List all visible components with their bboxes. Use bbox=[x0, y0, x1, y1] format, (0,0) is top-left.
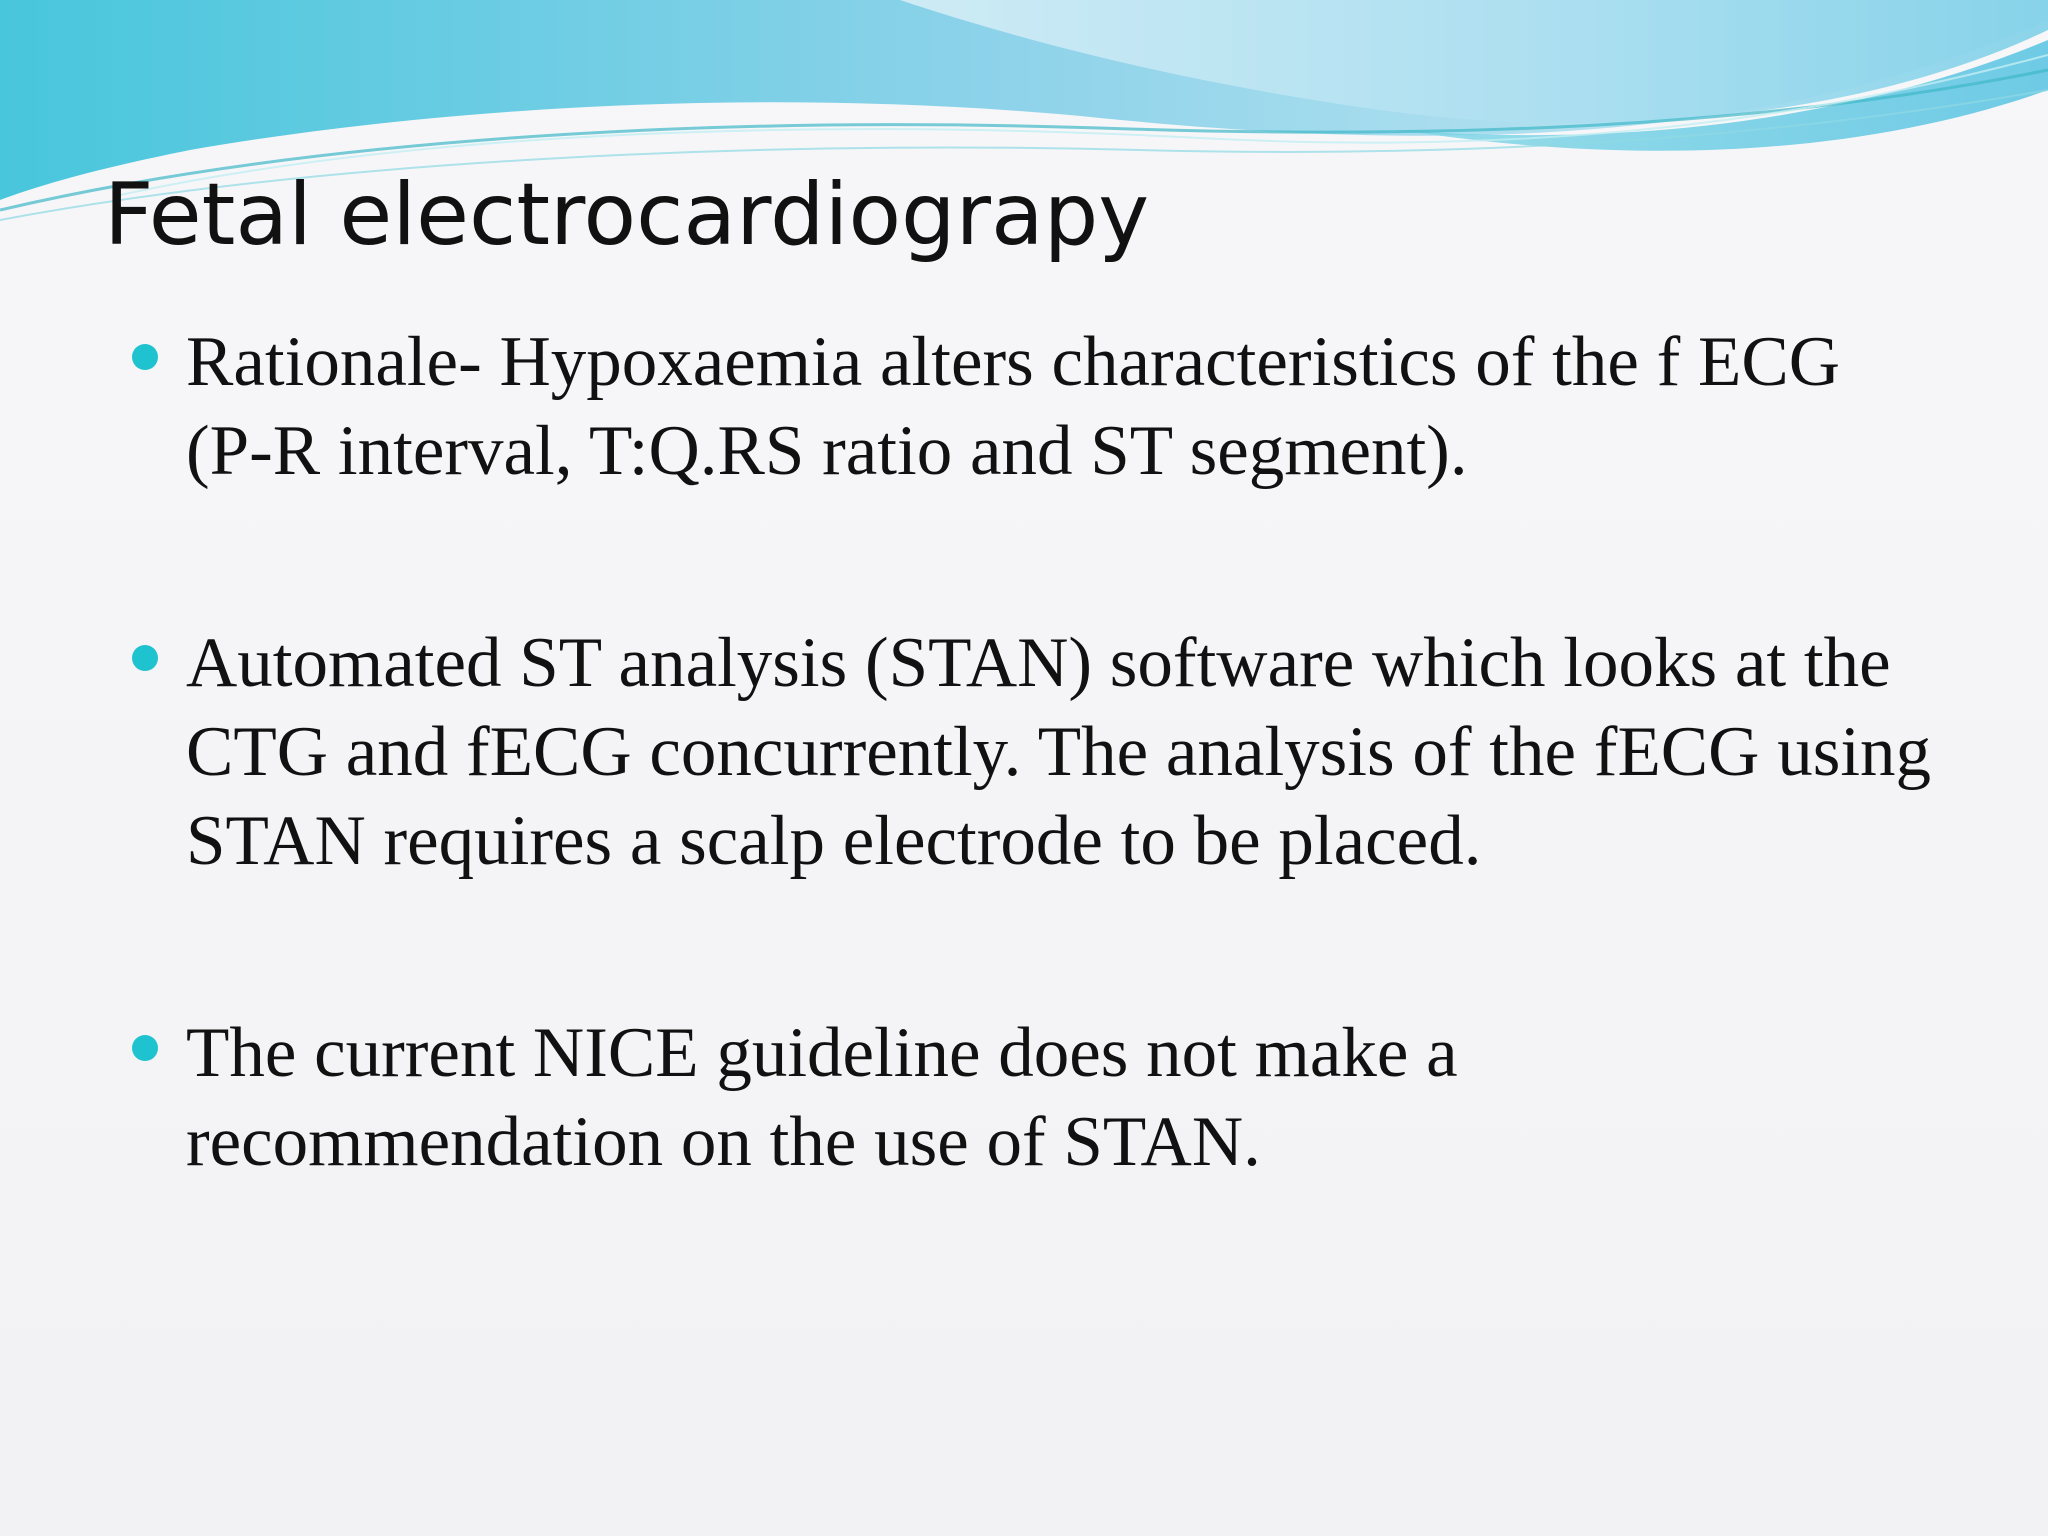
bullet-list bbox=[140, 318, 1940, 1187]
bullet-text: The current NICE guideline does not make a recommendation on the use of STAN. bbox=[186, 1014, 1458, 1181]
bullet-item bbox=[140, 619, 1940, 886]
bullet-text: Automated ST analysis (STAN) software which looks at the CTG and fECG concurrently. The analysis of the fECG using STAN requires a scalp electrode to be placed. bbox=[186, 624, 1932, 880]
bullet-item bbox=[140, 318, 1940, 496]
round-bullet-icon bbox=[132, 645, 158, 671]
round-bullet-icon bbox=[132, 1035, 158, 1061]
bullet-item bbox=[140, 1009, 1940, 1187]
bullet-text: Rationale- Hypoxaemia alters characteristics of the f ECG (P-R interval, T:Q.RS ratio and ST segment). bbox=[186, 323, 1841, 490]
round-bullet-icon bbox=[132, 344, 158, 370]
slide-title: Fetal electrocardiograpy bbox=[104, 165, 1150, 265]
